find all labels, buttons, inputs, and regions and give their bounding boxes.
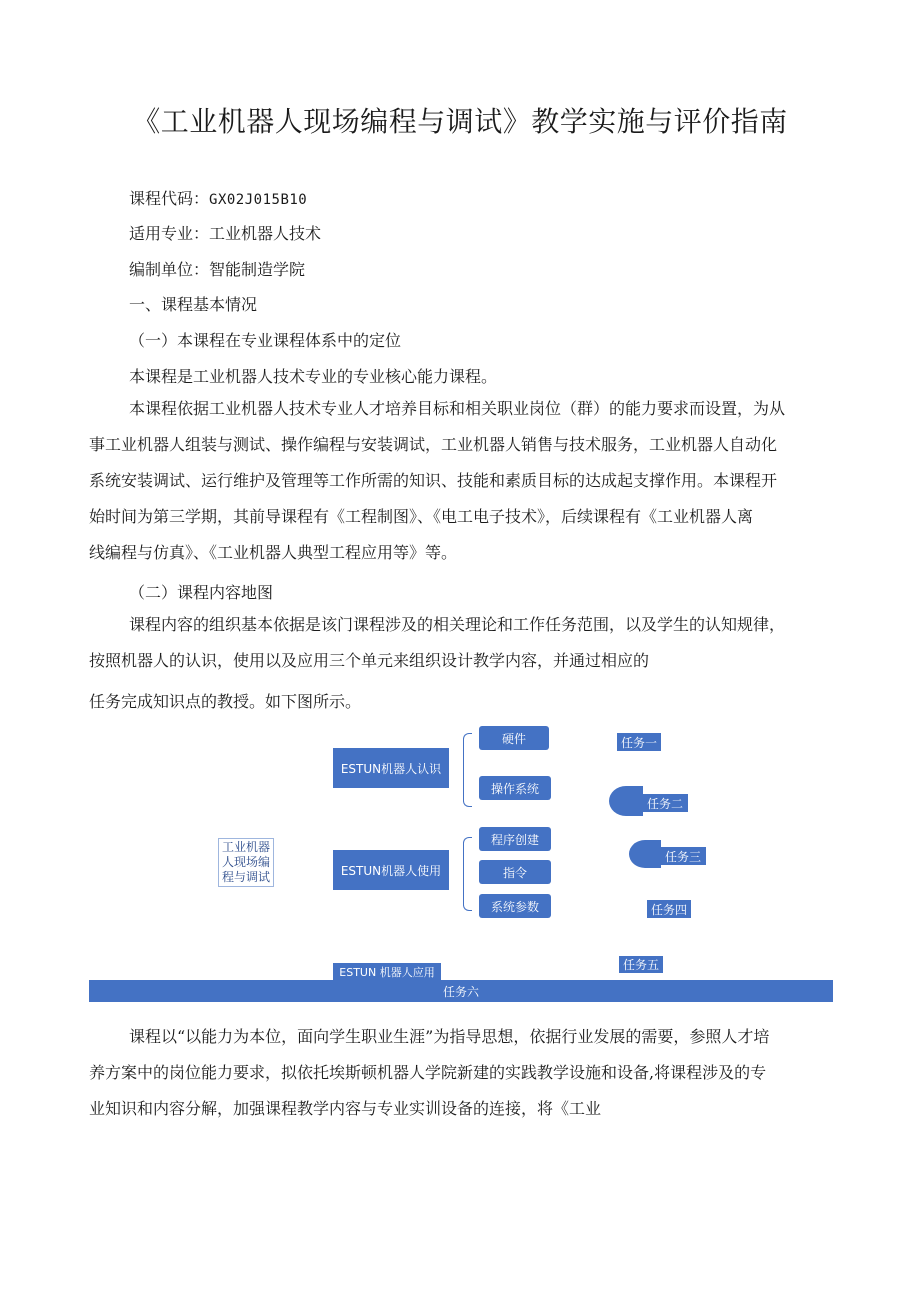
paragraph-line: 业知识和内容分解，加强课程教学内容与专业实训设备的连接，将《工业 [89,1099,602,1118]
task-2: 任务二 [642,794,688,812]
paragraph-line: 按照机器人的认识，使用以及应用三个单元来组织设计教学内容，并通过相应的 [89,651,650,670]
course-code-label: 课程代码： [129,189,210,208]
root-node: 工业机器人现场编程与调试 [218,838,274,887]
item-operating-system: 操作系统 [479,776,551,800]
task-1: 任务一 [617,733,661,751]
paragraph-line: 事工业机器人组装与测试、操作编程与安装调试，工业机器人销售与技术服务，工业机器人自动化 [89,435,778,454]
unit-node-usage: ESTUN机器人使用 [333,850,449,890]
item-hardware: 硬件 [479,726,549,750]
compiling-unit: 编制单位：智能制造学院 [129,260,306,279]
task-6-bar: 任务六 [89,980,833,1002]
applicable-major: 适用专业：工业机器人技术 [129,224,322,243]
paragraph-line: 本课程依据工业机器人技术专业人才培养目标和相关职业岗位（群）的能力要求而设置，为从 [129,399,786,418]
paragraph-core-course: 本课程是工业机器人技术专业的专业核心能力课程。 [129,367,498,386]
paragraph-line: 始时间为第三学期，其前导课程有《工程制图》、《电工电子技术》，后续课程有《工业机器人离 [89,507,754,526]
paragraph-line: 课程内容的组织基本依据是该门课程涉及的相关理论和工作任务范围，以及学生的认知规律， [129,615,786,634]
item-system-parameters: 系统参数 [479,894,551,918]
half-circle-shape [609,786,643,816]
item-instruction: 指令 [479,860,551,884]
subheading-content-map: （二）课程内容地图 [129,583,274,602]
document-title: 《工业机器人现场编程与调试》教学实施与评价指南 [132,105,788,138]
paragraph-basis [89,391,849,571]
paragraph-guiding-idea [89,1019,849,1127]
subheading-positioning: （一）本课程在专业课程体系中的定位 [129,331,402,350]
item-program-creation: 程序创建 [479,827,551,851]
half-circle-shape [629,840,661,868]
unit-node-recognition: ESTUN机器人认识 [333,748,449,788]
paragraph-line: 课程以“以能力为本位，面向学生职业生涯”为指导思想，依据行业发展的需要，参照人才培 [129,1027,770,1046]
unit-node-application: ESTUN 机器人应用 [333,963,441,980]
paragraph-line: 任务完成知识点的教授。如下图所示。 [89,692,362,711]
task-4: 任务四 [647,900,691,918]
course-code-line [129,186,307,209]
paragraph-organization [89,607,849,679]
section-heading-basic: 一、课程基本情况 [129,295,258,314]
paragraph-line: 线编程与仿真》、《工业机器人典型工程应用等》等。 [89,543,458,562]
course-code-value: GX02J015B10 [209,192,308,208]
bracket-unit1 [463,733,472,807]
task-5: 任务五 [619,956,663,973]
task-3: 任务三 [660,847,706,865]
bracket-unit2 [463,837,472,911]
paragraph-line: 养方案中的岗位能力要求，拟依托埃斯顿机器人学院新建的实践教学设施和设备,将课程涉及的专 [89,1063,767,1082]
paragraph-line: 系统安装调试、运行维护及管理等工作所需的知识、技能和素质目标的达成起支撑作用。本课程开 [89,471,778,490]
